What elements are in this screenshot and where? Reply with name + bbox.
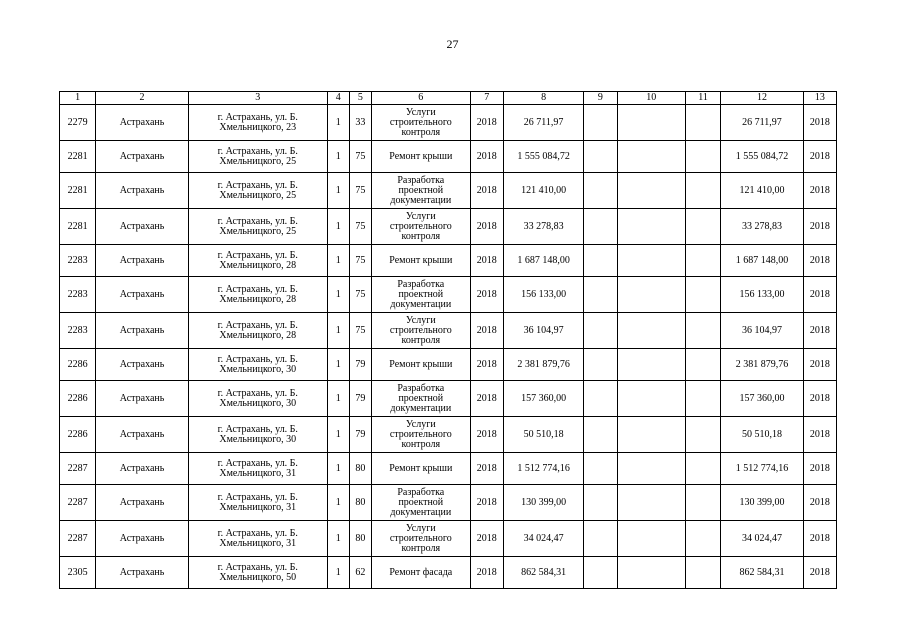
col11-cell — [685, 453, 720, 485]
registry-number-cell: 2286 — [60, 349, 96, 381]
col10-cell — [617, 521, 685, 557]
work-type-cell: Разработка проектной документации — [371, 277, 470, 313]
column-header: 2 — [96, 92, 189, 105]
table-row — [60, 245, 837, 277]
col10-cell — [617, 417, 685, 453]
col5-cell: 75 — [349, 313, 371, 349]
year-cell: 2018 — [470, 173, 503, 209]
col10-cell — [617, 209, 685, 245]
col4-cell: 1 — [327, 173, 349, 209]
address-cell: г. Астрахань, ул. Б. Хмельницкого, 50 — [188, 557, 327, 589]
work-type-cell: Разработка проектной документации — [371, 381, 470, 417]
table-row — [60, 417, 837, 453]
registry-number-cell: 2281 — [60, 141, 96, 173]
col11-cell — [685, 141, 720, 173]
col11-cell — [685, 485, 720, 521]
year-cell: 2018 — [470, 521, 503, 557]
municipality-cell: Астрахань — [96, 277, 189, 313]
registry-number-cell: 2281 — [60, 209, 96, 245]
cost-cell: 34 024,47 — [503, 521, 584, 557]
cost-cell: 36 104,97 — [503, 313, 584, 349]
column-header: 11 — [685, 92, 720, 105]
address-cell: г. Астрахань, ул. Б. Хмельницкого, 31 — [188, 521, 327, 557]
year-cell: 2018 — [470, 105, 503, 141]
cost-cell: 130 399,00 — [503, 485, 584, 521]
cost-cell: 1 512 774,16 — [503, 453, 584, 485]
col9-cell — [584, 381, 617, 417]
column-number-row — [60, 92, 837, 105]
col10-cell — [617, 245, 685, 277]
col9-cell — [584, 313, 617, 349]
col11-cell — [685, 173, 720, 209]
col4-cell: 1 — [327, 105, 349, 141]
work-type-cell: Ремонт крыши — [371, 141, 470, 173]
table-row — [60, 521, 837, 557]
col10-cell — [617, 349, 685, 381]
col9-cell — [584, 105, 617, 141]
col4-cell: 1 — [327, 453, 349, 485]
address-cell: г. Астрахань, ул. Б. Хмельницкого, 31 — [188, 485, 327, 521]
address-cell: г. Астрахань, ул. Б. Хмельницкого, 23 — [188, 105, 327, 141]
column-header: 7 — [470, 92, 503, 105]
col11-cell — [685, 245, 720, 277]
completion-year-cell: 2018 — [803, 557, 836, 589]
col10-cell — [617, 381, 685, 417]
municipality-cell: Астрахань — [96, 453, 189, 485]
table-row — [60, 173, 837, 209]
year-cell: 2018 — [470, 557, 503, 589]
page-number: 27 — [446, 37, 459, 51]
registry-number-cell: 2287 — [60, 521, 96, 557]
col4-cell: 1 — [327, 557, 349, 589]
column-header: 10 — [617, 92, 685, 105]
total-cell: 862 584,31 — [721, 557, 804, 589]
column-header: 3 — [188, 92, 327, 105]
work-type-cell: Разработка проектной документации — [371, 173, 470, 209]
col5-cell: 79 — [349, 417, 371, 453]
completion-year-cell: 2018 — [803, 349, 836, 381]
col11-cell — [685, 417, 720, 453]
address-cell: г. Астрахань, ул. Б. Хмельницкого, 28 — [188, 277, 327, 313]
col9-cell — [584, 521, 617, 557]
col10-cell — [617, 453, 685, 485]
year-cell: 2018 — [470, 277, 503, 313]
municipality-cell: Астрахань — [96, 485, 189, 521]
col9-cell — [584, 277, 617, 313]
cost-cell: 2 381 879,76 — [503, 349, 584, 381]
col5-cell: 80 — [349, 453, 371, 485]
total-cell: 157 360,00 — [721, 381, 804, 417]
total-cell: 1 512 774,16 — [721, 453, 804, 485]
col10-cell — [617, 313, 685, 349]
col5-cell: 75 — [349, 141, 371, 173]
municipality-cell: Астрахань — [96, 173, 189, 209]
table-row — [60, 313, 837, 349]
municipality-cell: Астрахань — [96, 557, 189, 589]
col9-cell — [584, 485, 617, 521]
registry-number-cell: 2281 — [60, 173, 96, 209]
col5-cell: 80 — [349, 485, 371, 521]
completion-year-cell: 2018 — [803, 173, 836, 209]
column-header: 5 — [349, 92, 371, 105]
address-cell: г. Астрахань, ул. Б. Хмельницкого, 30 — [188, 417, 327, 453]
completion-year-cell: 2018 — [803, 453, 836, 485]
municipality-cell: Астрахань — [96, 349, 189, 381]
col11-cell — [685, 521, 720, 557]
work-type-cell: Ремонт фасада — [371, 557, 470, 589]
table-row — [60, 209, 837, 245]
cost-cell: 157 360,00 — [503, 381, 584, 417]
col5-cell: 75 — [349, 173, 371, 209]
table-row — [60, 485, 837, 521]
repair-registry-table — [59, 91, 837, 589]
address-cell: г. Астрахань, ул. Б. Хмельницкого, 30 — [188, 381, 327, 417]
col11-cell — [685, 277, 720, 313]
municipality-cell: Астрахань — [96, 105, 189, 141]
total-cell: 156 133,00 — [721, 277, 804, 313]
year-cell: 2018 — [470, 245, 503, 277]
total-cell: 2 381 879,76 — [721, 349, 804, 381]
year-cell: 2018 — [470, 381, 503, 417]
col4-cell: 1 — [327, 417, 349, 453]
column-header: 12 — [721, 92, 804, 105]
registry-number-cell: 2286 — [60, 417, 96, 453]
col10-cell — [617, 557, 685, 589]
total-cell: 34 024,47 — [721, 521, 804, 557]
col11-cell — [685, 381, 720, 417]
col4-cell: 1 — [327, 349, 349, 381]
registry-number-cell: 2283 — [60, 245, 96, 277]
column-header: 13 — [803, 92, 836, 105]
cost-cell: 33 278,83 — [503, 209, 584, 245]
address-cell: г. Астрахань, ул. Б. Хмельницкого, 31 — [188, 453, 327, 485]
work-type-cell: Ремонт крыши — [371, 453, 470, 485]
year-cell: 2018 — [470, 141, 503, 173]
col5-cell: 80 — [349, 521, 371, 557]
col9-cell — [584, 557, 617, 589]
col4-cell: 1 — [327, 245, 349, 277]
registry-number-cell: 2305 — [60, 557, 96, 589]
col11-cell — [685, 209, 720, 245]
completion-year-cell: 2018 — [803, 105, 836, 141]
municipality-cell: Астрахань — [96, 521, 189, 557]
year-cell: 2018 — [470, 453, 503, 485]
year-cell: 2018 — [470, 417, 503, 453]
work-type-cell: Услуги строительного контроля — [371, 313, 470, 349]
col11-cell — [685, 313, 720, 349]
municipality-cell: Астрахань — [96, 381, 189, 417]
col11-cell — [685, 557, 720, 589]
col10-cell — [617, 485, 685, 521]
table-row — [60, 381, 837, 417]
completion-year-cell: 2018 — [803, 245, 836, 277]
work-type-cell: Услуги строительного контроля — [371, 105, 470, 141]
col9-cell — [584, 209, 617, 245]
total-cell: 1 555 084,72 — [721, 141, 804, 173]
col10-cell — [617, 141, 685, 173]
work-type-cell: Ремонт крыши — [371, 349, 470, 381]
registry-number-cell: 2283 — [60, 277, 96, 313]
cost-cell: 862 584,31 — [503, 557, 584, 589]
completion-year-cell: 2018 — [803, 485, 836, 521]
registry-number-cell: 2287 — [60, 453, 96, 485]
col5-cell: 33 — [349, 105, 371, 141]
col9-cell — [584, 349, 617, 381]
total-cell: 130 399,00 — [721, 485, 804, 521]
cost-cell: 156 133,00 — [503, 277, 584, 313]
total-cell: 50 510,18 — [721, 417, 804, 453]
address-cell: г. Астрахань, ул. Б. Хмельницкого, 25 — [188, 209, 327, 245]
column-header: 9 — [584, 92, 617, 105]
municipality-cell: Астрахань — [96, 417, 189, 453]
col5-cell: 62 — [349, 557, 371, 589]
year-cell: 2018 — [470, 209, 503, 245]
cost-cell: 121 410,00 — [503, 173, 584, 209]
completion-year-cell: 2018 — [803, 277, 836, 313]
completion-year-cell: 2018 — [803, 417, 836, 453]
col9-cell — [584, 173, 617, 209]
registry-number-cell: 2283 — [60, 313, 96, 349]
work-type-cell: Ремонт крыши — [371, 245, 470, 277]
work-type-cell: Услуги строительного контроля — [371, 417, 470, 453]
col4-cell: 1 — [327, 141, 349, 173]
col11-cell — [685, 105, 720, 141]
column-header: 4 — [327, 92, 349, 105]
address-cell: г. Астрахань, ул. Б. Хмельницкого, 28 — [188, 245, 327, 277]
column-header: 6 — [371, 92, 470, 105]
registry-number-cell: 2279 — [60, 105, 96, 141]
work-type-cell: Услуги строительного контроля — [371, 209, 470, 245]
total-cell: 26 711,97 — [721, 105, 804, 141]
col4-cell: 1 — [327, 209, 349, 245]
completion-year-cell: 2018 — [803, 381, 836, 417]
table-row — [60, 349, 837, 381]
col10-cell — [617, 105, 685, 141]
year-cell: 2018 — [470, 313, 503, 349]
total-cell: 1 687 148,00 — [721, 245, 804, 277]
table-row — [60, 105, 837, 141]
cost-cell: 1 555 084,72 — [503, 141, 584, 173]
address-cell: г. Астрахань, ул. Б. Хмельницкого, 28 — [188, 313, 327, 349]
column-header: 8 — [503, 92, 584, 105]
table-row — [60, 277, 837, 313]
col4-cell: 1 — [327, 381, 349, 417]
work-type-cell: Разработка проектной документации — [371, 485, 470, 521]
col5-cell: 75 — [349, 277, 371, 313]
col5-cell: 79 — [349, 349, 371, 381]
total-cell: 121 410,00 — [721, 173, 804, 209]
col5-cell: 79 — [349, 381, 371, 417]
total-cell: 36 104,97 — [721, 313, 804, 349]
cost-cell: 26 711,97 — [503, 105, 584, 141]
col4-cell: 1 — [327, 313, 349, 349]
completion-year-cell: 2018 — [803, 313, 836, 349]
completion-year-cell: 2018 — [803, 521, 836, 557]
col10-cell — [617, 277, 685, 313]
col9-cell — [584, 245, 617, 277]
year-cell: 2018 — [470, 349, 503, 381]
address-cell: г. Астрахань, ул. Б. Хмельницкого, 30 — [188, 349, 327, 381]
total-cell: 33 278,83 — [721, 209, 804, 245]
col9-cell — [584, 453, 617, 485]
registry-number-cell: 2286 — [60, 381, 96, 417]
completion-year-cell: 2018 — [803, 209, 836, 245]
col11-cell — [685, 349, 720, 381]
column-header: 1 — [60, 92, 96, 105]
col9-cell — [584, 417, 617, 453]
col4-cell: 1 — [327, 485, 349, 521]
col5-cell: 75 — [349, 209, 371, 245]
year-cell: 2018 — [470, 485, 503, 521]
work-type-cell: Услуги строительного контроля — [371, 521, 470, 557]
address-cell: г. Астрахань, ул. Б. Хмельницкого, 25 — [188, 173, 327, 209]
address-cell: г. Астрахань, ул. Б. Хмельницкого, 25 — [188, 141, 327, 173]
municipality-cell: Астрахань — [96, 313, 189, 349]
col5-cell: 75 — [349, 245, 371, 277]
col10-cell — [617, 173, 685, 209]
table-row — [60, 557, 837, 589]
col4-cell: 1 — [327, 521, 349, 557]
table-row — [60, 453, 837, 485]
registry-number-cell: 2287 — [60, 485, 96, 521]
col4-cell: 1 — [327, 277, 349, 313]
municipality-cell: Астрахань — [96, 245, 189, 277]
col9-cell — [584, 141, 617, 173]
cost-cell: 50 510,18 — [503, 417, 584, 453]
municipality-cell: Астрахань — [96, 141, 189, 173]
completion-year-cell: 2018 — [803, 141, 836, 173]
table-row — [60, 141, 837, 173]
municipality-cell: Астрахань — [96, 209, 189, 245]
cost-cell: 1 687 148,00 — [503, 245, 584, 277]
